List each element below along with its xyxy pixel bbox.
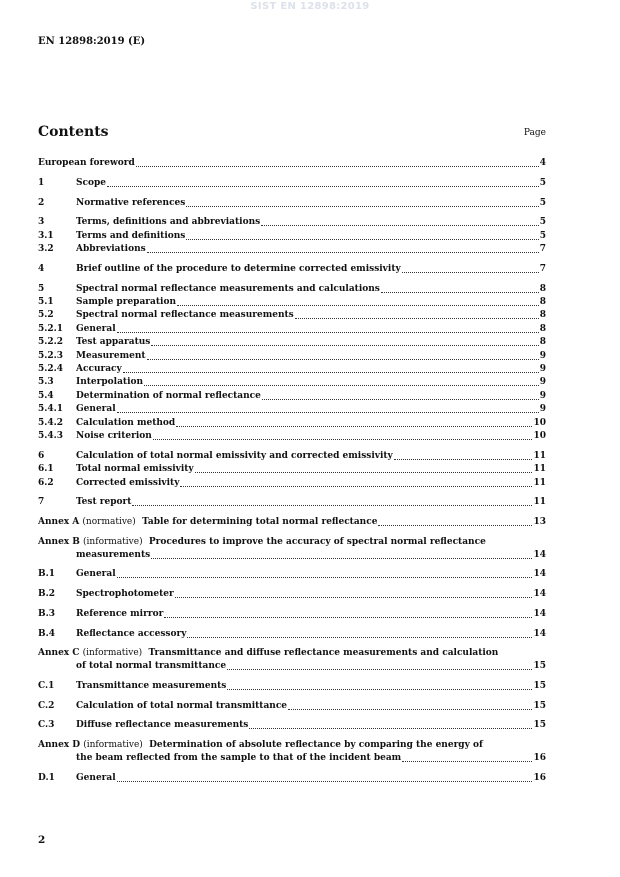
toc-entry-page: 7: [539, 263, 546, 274]
toc-entry-title: Spectral normal reflectance measurements: [76, 310, 294, 321]
toc-entry-number: 7: [38, 497, 45, 508]
toc-entry-b-1[interactable]: [38, 568, 546, 581]
toc-entry-number: B.4: [38, 628, 56, 639]
toc-entry-page: 9: [539, 404, 546, 415]
toc-entry-number: B.1: [38, 569, 56, 580]
toc-entry-b-2[interactable]: [38, 588, 546, 601]
toc-entry-number: C.3: [38, 720, 55, 731]
toc-entry-5-2-2[interactable]: [38, 336, 546, 349]
toc-entry-page: 14: [533, 549, 546, 560]
toc-entry-title: Calculation of total normal transmittance: [76, 700, 288, 711]
toc-entry-title: Calculation method: [76, 417, 176, 428]
toc-entry-page: 8: [539, 297, 546, 308]
toc-entry-page: 8: [539, 323, 546, 334]
toc-entry-number: 5.2.4: [38, 364, 64, 375]
toc-entry-page: 8: [539, 310, 546, 321]
toc-entry-number: 5.4.2: [38, 417, 64, 428]
table-of-contents: [38, 157, 546, 785]
toc-entry-title: Reference mirror: [76, 608, 164, 619]
toc-entry-title: Brief outline of the procedure to determine corrected emissivity: [76, 263, 401, 274]
toc-entry-title: Determination of normal reflectance: [76, 390, 261, 401]
toc-entry-title: Interpolation: [76, 377, 144, 388]
toc-entry-c-2[interactable]: [38, 700, 546, 713]
toc-entry-title: Calculation of total normal emissivity and corrected emissivity: [76, 450, 393, 461]
toc-entry-title: Diffuse reflectance measurements: [76, 720, 249, 731]
toc-entry-page: 14: [533, 589, 546, 600]
annex-label: Annex B: [38, 536, 80, 547]
toc-entry-number: 6.2: [38, 477, 54, 488]
toc-entry-annex-b[interactable]: [38, 536, 546, 562]
toc-entry-title: Terms and definitions: [76, 230, 186, 241]
toc-entry-page: 9: [539, 364, 546, 375]
page-number: 2: [38, 834, 46, 846]
toc-entry-page: 14: [533, 569, 546, 580]
toc-entry-number: 3.1: [38, 230, 54, 241]
toc-entry-title: Test report: [76, 497, 132, 508]
toc-entry-number: 5.2: [38, 310, 54, 321]
toc-entry-page: 5: [539, 197, 546, 208]
annex-type: (informative): [83, 740, 143, 751]
toc-entry-6-2[interactable]: [38, 477, 546, 490]
annex-type: (informative): [83, 536, 143, 547]
toc-entry-page: 9: [539, 390, 546, 401]
document-id: EN 12898:2019 (E): [38, 36, 146, 47]
toc-entry-page: 15: [533, 700, 546, 711]
annex-label: Annex C: [38, 648, 80, 659]
toc-entry-title: Table for determining total normal reflectance: [142, 517, 378, 528]
toc-entry-title: Corrected emissivity: [76, 477, 180, 488]
toc-entry-page: 10: [533, 430, 546, 441]
toc-entry-3-2[interactable]: [38, 243, 546, 256]
toc-entry-title: General: [76, 772, 116, 783]
toc-entry-title: General: [76, 323, 116, 334]
toc-entry-number: 5.2.2: [38, 337, 64, 348]
toc-entry-number: D.1: [38, 772, 55, 783]
toc-entry-5-2[interactable]: [38, 309, 546, 322]
toc-entry-title: Spectral normal reflectance measurements and calculations: [76, 283, 380, 294]
toc-entry-5-4[interactable]: [38, 390, 546, 403]
toc-entry-c-1[interactable]: [38, 680, 546, 693]
toc-entry-number: 3.2: [38, 244, 54, 255]
toc-entry-page: 8: [539, 283, 546, 294]
toc-entry-title: Noise criterion: [76, 430, 152, 441]
annex-label: Annex D: [38, 740, 81, 751]
toc-entry-5-2-1[interactable]: [38, 323, 546, 336]
toc-entry-number: 2: [38, 197, 45, 208]
toc-entry-number: B.3: [38, 608, 56, 619]
toc-entry-b-3[interactable]: [38, 608, 546, 621]
toc-entry-page: 4: [539, 158, 546, 168]
toc-entry-title: European foreword: [38, 158, 135, 168]
toc-entry-title: Transmittance and diffuse reflectance measurements and calculation: [148, 648, 499, 659]
toc-entry-d-1[interactable]: [38, 772, 546, 785]
toc-entry-number: 5.1: [38, 297, 54, 308]
toc-entry-title-cont: measurements: [76, 549, 151, 560]
page-column-label: Page: [523, 128, 546, 138]
toc-entry-page: 15: [533, 661, 546, 672]
toc-entry-5-1[interactable]: [38, 296, 546, 309]
toc-entry-5-4-2[interactable]: [38, 417, 546, 430]
toc-entry-page: 5: [539, 177, 546, 188]
toc-entry-title: Scope: [76, 177, 107, 188]
toc-entry-page: 15: [533, 720, 546, 731]
contents-heading: Contents: [38, 124, 109, 140]
toc-entry-7[interactable]: [38, 496, 546, 509]
toc-entry-title: Abbreviations: [76, 244, 146, 255]
toc-entry-5-2-4[interactable]: [38, 363, 546, 376]
toc-entry-page: 9: [539, 350, 546, 361]
toc-entry-title: Total normal emissivity: [76, 464, 194, 475]
toc-entry-title: Test apparatus: [76, 337, 151, 348]
toc-entry-title-cont: of total normal transmittance: [76, 661, 227, 672]
toc-entry-number: B.2: [38, 589, 56, 600]
toc-entry-number: 6.1: [38, 464, 54, 475]
toc-entry-page: 11: [533, 464, 546, 475]
toc-entry-title: Transmittance measurements: [76, 680, 227, 691]
toc-entry-page: 11: [533, 477, 546, 488]
toc-entry-page: 16: [533, 753, 546, 764]
toc-entry-title: Sample preparation: [76, 297, 177, 308]
toc-entry-title: General: [76, 404, 116, 415]
toc-entry-title: Terms, definitions and abbreviations: [76, 217, 261, 228]
toc-entry-page: 11: [533, 450, 546, 461]
toc-entry-5[interactable]: [38, 283, 546, 296]
toc-entry-b-4[interactable]: [38, 628, 546, 641]
toc-entry-number: 5.4.3: [38, 430, 64, 441]
toc-entry-page: 7: [539, 244, 546, 255]
annex-type: (normative): [82, 517, 136, 528]
toc-entry-4[interactable]: [38, 263, 546, 276]
toc-entry-number: C.1: [38, 680, 55, 691]
annex-type: (informative): [82, 648, 143, 659]
toc-entry-page: 14: [533, 628, 546, 639]
toc-entry-page: 5: [539, 230, 546, 241]
toc-entry-1[interactable]: [38, 177, 546, 190]
toc-entry-c-3[interactable]: [38, 719, 546, 732]
toc-entry-annex-a[interactable]: [38, 516, 546, 529]
toc-entry-page: 5: [539, 217, 546, 228]
toc-entry-number: 5: [38, 283, 45, 294]
toc-entry-title: Reflectance accessory: [76, 628, 187, 639]
toc-entry-page: 10: [533, 417, 546, 428]
toc-entry-title: Procedures to improve the accuracy of spectral normal reflectance: [148, 536, 486, 547]
annex-label: Annex A: [38, 517, 80, 528]
toc-entry-5-4-1[interactable]: [38, 403, 546, 416]
toc-entry-6[interactable]: [38, 450, 546, 463]
toc-entry-title: Measurement: [76, 350, 146, 361]
toc-entry-page: 14: [533, 608, 546, 619]
toc-entry-5-2-3[interactable]: [38, 350, 546, 363]
toc-entry-title: Determination of absolute reflectance by comparing the energy of: [149, 740, 483, 751]
toc-entry-3-1[interactable]: [38, 230, 546, 243]
toc-entry-number: 5.4: [38, 390, 54, 401]
toc-entry-title: General: [76, 569, 116, 580]
toc-entry-number: C.2: [38, 700, 55, 711]
toc-entry-page: 9: [539, 377, 546, 388]
toc-entry-number: 1: [38, 177, 45, 188]
toc-entry-title-cont: the beam reflected from the sample to that of the incident beam: [76, 753, 402, 764]
toc-entry-annex-c[interactable]: [38, 647, 546, 673]
toc-entry-number: 3: [38, 217, 45, 228]
toc-entry-title: Spectrophotometer: [76, 589, 174, 600]
toc-entry-number: 5.2.1: [38, 323, 64, 334]
toc-entry-number: 5.2.3: [38, 350, 64, 361]
toc-entry-title: Normative references: [76, 197, 186, 208]
toc-entry-page: 13: [533, 517, 546, 528]
watermark: SIST EN 12898:2019: [250, 1, 370, 12]
toc-entry-6-1[interactable]: [38, 463, 546, 476]
toc-entry-number: 5.3: [38, 377, 54, 388]
toc-entry-5-4-3[interactable]: [38, 430, 546, 443]
toc-entry-number: 5.4.1: [38, 404, 64, 415]
toc-entry-title: Accuracy: [76, 364, 122, 375]
toc-entry-number: 6: [38, 450, 45, 461]
toc-entry-page: 8: [539, 337, 546, 348]
toc-entry-page: 11: [533, 497, 546, 508]
toc-entry-page: 16: [533, 772, 546, 783]
toc-entry-3[interactable]: [38, 216, 546, 229]
toc-entry-5-3[interactable]: [38, 376, 546, 389]
toc-entry-page: 15: [533, 680, 546, 691]
toc-entry-number: 4: [38, 263, 45, 274]
toc-entry-annex-d[interactable]: [38, 739, 546, 765]
toc-entry-2[interactable]: [38, 197, 546, 210]
toc-entry-foreword[interactable]: [38, 157, 546, 170]
